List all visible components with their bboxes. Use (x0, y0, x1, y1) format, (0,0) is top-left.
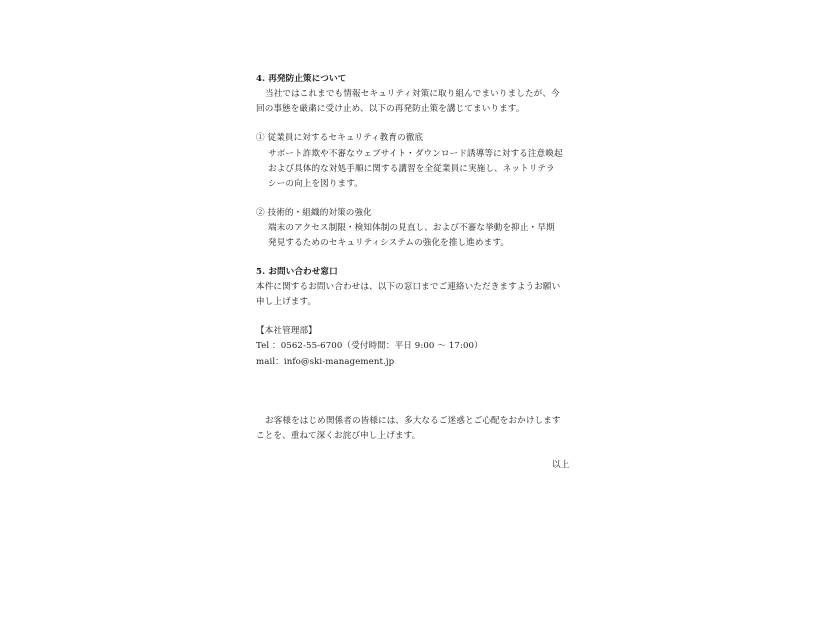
section-4-heading: 4. 再発防止策について (256, 74, 347, 84)
measure-1-line-3: シーの向上を図ります。 (268, 179, 363, 189)
measure-1-line-1: サポート詐欺や不審なウェブサイト・ダウンロード誘導等に対する注意喚起 (268, 149, 563, 159)
closing-line-1: お客様をはじめ関係者の皆様には、多大なるご迷惑とご心配をおかけします (265, 416, 561, 426)
section-4-intro-line-2: 回の事態を厳粛に受け止め、以下の再発防止策を講じてまいります。 (256, 104, 525, 114)
section-5-line-2: 申し上げます。 (256, 297, 317, 307)
contact-mail: mail：info@ski-management.jp (256, 357, 395, 367)
closing-end-mark: 以上 (552, 460, 570, 470)
contact-tel: Tel ：0562-55-6700（受付時間：平日 9:00 ～ 17:00） (256, 341, 483, 351)
section-5-heading: 5. お問い合わせ窓口 (256, 267, 338, 277)
measure-1-title: ① 従業員に対するセキュリティ教育の徹底 (256, 133, 424, 143)
closing-line-2: ことを、重ねて深くお詫び申し上げます。 (256, 431, 421, 441)
measure-2-line-1: 端末のアクセス制限・検知体制の見直し、および不審な挙動を抑止・早期 (268, 223, 555, 233)
measure-1-line-2: および具体的な対処手順に関する講習を全従業員に実施し、ネットリテラ (268, 164, 555, 174)
measure-2-line-2: 発見するためのセキュリティシステムの強化を推し進めます。 (268, 238, 510, 248)
measure-2-title: ② 技術的・組織的対策の強化 (256, 208, 372, 218)
section-4-intro-line-1: 当社ではこれまでも情報セキュリティ対策に取り組んでまいりましたが、今 (265, 89, 560, 99)
section-5-line-1: 本件に関するお問い合わせは、以下の窓口までご連絡いただきますようお願い (256, 282, 561, 292)
contact-department: 【本社管理部】 (256, 326, 317, 336)
